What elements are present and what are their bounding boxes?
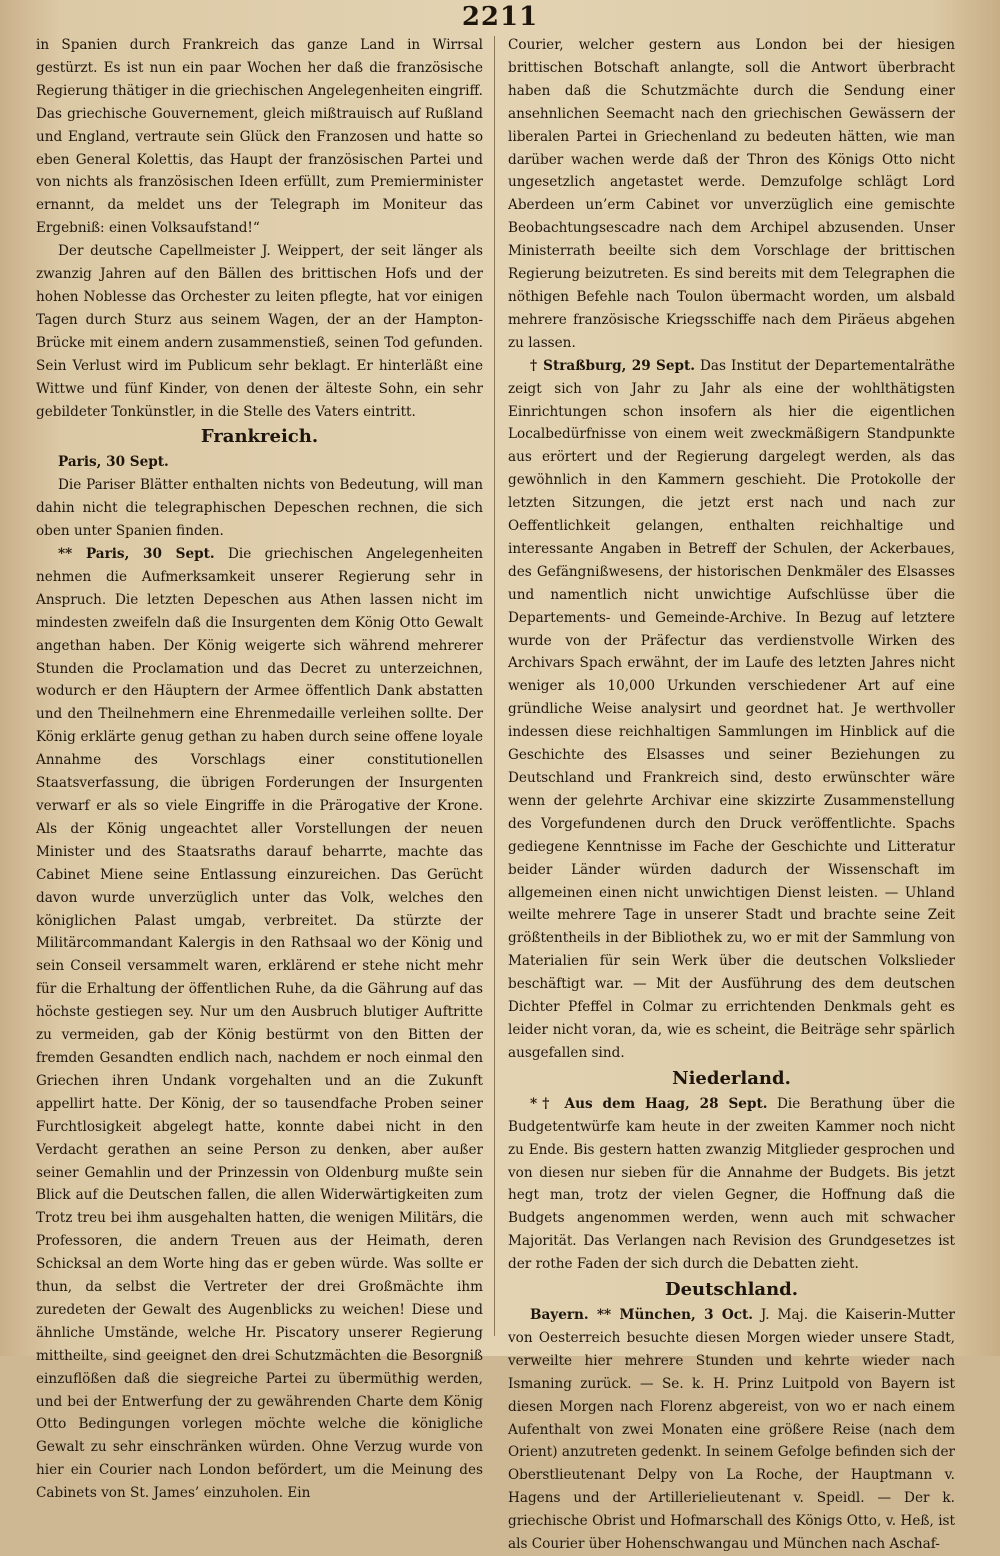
article-strassburg: Das Institut der Departementalräthe zeigt sich von Jahr zu Jahr als eine der wohlthätigsten Einrichtungen schon insofern als hier die eigentlichen Localbedürfnisse von einem weit zweckmäßigern Standpunkte aus erörtert und der Regierung dargelegt werden, als das gewöhnlich in den Kammern geschieht. Die Protokolle der letzten Sitzungen, die jetzt erst nach und nach zur Oeffentlichkeit gelangen, enthalten reichhaltige und interessante Angaben in Betreff der Schulen, der Ackerbaues, des Gefängnißwesens, der historischen Denkmäler des Elsasses und namentlich nicht unwichtige Aufschlüsse über die Departements- und Gemeinde-Archive. In Bezug auf letztere wurde von der Präfectur das verdienstvolle Wirken des Archivars Spach erwähnt, der im Laufe des letzten Jahres nicht weniger als 10,000 Urkunden verschiedener Art auf eine gründliche Weise analysirt und geordnet hat. Je werthvoller indessen diese reichhaltigen Sammlungen im Hinblick auf die Geschichte des Elsasses und seiner Beziehungen zu Deutschland und Frankreich sind, desto erwünschter wäre wenn der gelehrte Archivar eine skizzirte Zusammenstellung des Vorgefundenen durch den Druck veröffentlichte. Spachs gediegene Kenntnisse im Fache der Geschichte und Litteratur beider Länder würden dadurch der Wissenschaft im allgemeinen einen nicht unwichtigen Dienst leisten. — Uhland weilte mehrere Tage in unserer Stadt und brachte seine Zeit größtentheils in der Bibliothek zu, wo er mit der Sammlung von Materialien für sein Werk über die deutschen Volkslieder beschäftigt war. — Mit der Ausführung des dem deutschen Dichter Pfeffel in Colmar zu errichtenden Denkmals geht es leider nicht voran, da, wie es scheint, die Beiträge sehr spärlich ausgefallen sind. — [508, 357, 955, 1061]
section-heading-frankreich: Frankreich. — [200, 426, 319, 448]
article-spanien-continuation: in Spanien durch Frankreich das ganze Land in Wirrsal gestürzt. Es ist nun ein paar Wochen her daß die französische Regierung thätiger in die griechischen Angelegenheiten eingriff. Das griechische Gouvernement, gleich mißtrauisch auf Rußland und England, vertraute sein Glück den Franzosen und hatte so eben General Kolettis, das Haupt der französischen Partei und von nichts als französischen Ideen erfüllt, zum Premierminister ernannt, da meldet uns der Telegraph im Moniteur das Ergebniß: einen Volksaufstand!“ — [36, 37, 483, 237]
dateline-paris-1: Paris, 30 Sept. — [58, 454, 169, 471]
left-column — [36, 34, 483, 1502]
article-paris-1: Die Pariser Blätter enthalten nichts von Bedeutung, will man dahin nicht die telegraphischen Depeschen rechnen, die sich oben unter Spanien finden. — [36, 477, 483, 540]
section-heading-niederland: Niederland. — [672, 1067, 791, 1089]
article-weippert: Der deutsche Capellmeister J. Weippert, der seit länger als zwanzig Jahren auf den Bällen des brittischen Hofs und der hohen Noblesse das Orchester zu leiten pflegte, hat vor einigen Tagen durch Sturz aus seinem Wagen, der an der Hampton-Brücke mit einem andern zusammenstieß, seinen Tod gefunden. Sein Verlust wird im Publicum sehr beklagt. Er hinterläßt eine Wittwe und fünf Kinder, von denen der älteste Sohn, ein sehr gebildeter Tonkünstler, in die Stelle des Vaters eintritt. — [36, 243, 483, 420]
article-muenchen: J. Maj. die Kaiserin-Mutter von Oesterreich besuchte diesen Morgen wieder unsere Stadt, verweilte hier mehrere Stunden und kehrte wieder nach Ismaning zurück. — Se. k. H. Prinz Luitpold von Bayern ist diesen Morgen nach Florenz abgereist, von wo er nach einem Aufenthalt von zwei Monaten eine größere Reise (nach dem Orient) anzutreten gedenkt. In seinem Gefolge befinden sich der Oberstlieutenant Delpy von La Roche, der Hauptmann v. Hagens und der Artillerielieutenant v. Speidl. — Der k. griechische Obrist und Hofmarschall des Königs Otto, v. Heß, ist als Courier über Hohenschwangau und München nach Aschaf- — [508, 1307, 955, 1553]
article-paris-2: Die griechischen Angelegenheiten nehmen die Aufmerksamkeit unserer Regierung sehr in Anspruch. Die letzten Depeschen aus Athen lassen nicht im mindesten zweifeln daß die Insurgenten dem König Otto Gewalt angethan haben. Der König weigerte sich während mehrerer Stunden die Proclamation und das Decret zu unterzeichnen, wodurch er den Häuptern der Armee öffentlich Dank abstatten und den Theilnehmern eine Ehrenmedaille verleihen sollte. Der König erklärte genug gethan zu haben durch seine offene loyale Annahme des Vorschlags einer constitutionellen Staatsverfassung, die übrigen Forderungen der Insurgenten verwarf er als so viele Eingriffe in die Prärogative der Krone. Als der König ungeachtet aller Vorstellungen der neuen Minister und des Staatsraths darauf beharrte, machte das Cabinet Miene seine Entlassung einzureichen. Das Gerücht davon wurde unverzüglich unter das Volk, welches den königlichen Palast umgab, verbreitet. Da stürzte der Militärcommandant Kalergis in den Rathsaal wo der König und sein Conseil versammelt waren, erklärend er stehe nicht mehr für die Erhaltung der öffentlichen Ruhe, da die Gährung auf das höchste gestiegen sey. Nur um den Ausbruch blutiger Auftritte zu vermeiden, gab der König bestürmt von den Bitten der fremden Gesandten endlich nach, nachdem er noch einmal den Griechen ihren Undank vorgehalten und an die Zukunft appellirt hatte. Der König, der so tausendfache Proben seiner Furchtlosigkeit abgelegt hatte, konnte dabei nicht in den Verdacht gerathen an seine Person zu denken, aber außer seiner Gemahlin und der Prinzessin von Oldenburg mußte sein Blick auf die Deutschen fallen, die allen Widerwärtigkeiten zum Trotz treu bei ihm ausgehalten hatten, die wenigen Militärs, die Professoren, die andern Treuen aus der Heimath, deren Schicksal an dem Worte hing das er geben würde. Was sollte er thun, da selbst die Vertreter der drei Großmächte ihm zuredeten der Gewalt des Augenblicks zu weichen! Diese und ähnliche Umstände, welche Hr. Piscatory unserer Regierung mittheilte, sind geeignet den drei Schutzmächten die Besorgniß einzuflößen daß die siegreiche Partei zu übermüthig werden, und bei der Entwerfung der zu gewährenden Charte dem König Otto Bedingungen vorlegen möchte welche die königliche Gewalt zu sehr einschränken würden. Ohne Verzug wurde von hier ein Courier nach London befördert, um die Meinung des Cabinets von St. James’ einzuholen. Ein — [36, 546, 483, 1502]
dateline-paris-2: ** Paris, 30 Sept. — [58, 546, 215, 563]
right-column — [508, 34, 955, 1553]
article-courier-continuation: Courier, welcher gestern aus London bei der hiesigen brittischen Botschaft anlangte, soll die Antwort überbracht haben daß die Schutzmächte durch die Sendung einer ansehnlichen Seemacht nach den griechischen Gewässern der liberalen Partei in Griechenland zu bedeuten hätten, wie man darüber wachen werde daß der Thron des Königs Otto nicht ungesetzlich angetastet werde. Demzufolge schlägt Lord Aberdeen un’erm Cabinet vor unverzüglich eine gemischte Beobachtungsescadre nach dem Archipel abzusenden. Unser Ministerrath beeilte sich dem Vorschlage der brittischen Regierung beizutreten. Es sind bereits mit dem Telegraphen die nöthigen Befehle nach Toulon übermacht worden, um alsbald mehrere französische Kriegsschiffe nach dem Piräeus abgehen zu lassen. — [508, 37, 955, 351]
section-heading-deutschland: Deutschland. — [664, 1279, 799, 1301]
dateline-haag: *† Aus dem Haag, 28 Sept. — [530, 1095, 768, 1112]
dateline-muenchen: Bayern. ** München, 3 Oct. — [530, 1307, 753, 1324]
dateline-strassburg: † Straßburg, 29 Sept. — [530, 357, 696, 374]
page-number: 2211 — [461, 2, 539, 32]
column-divider — [494, 36, 495, 1336]
article-haag: Die Berathung über die Budgetentwürfe kam heute in der zweiten Kammer noch nicht zu Ende. Bis gestern hatten zwanzig Mitglieder gesprochen und von diesen nur sieben für die Annahme der Budgets. Bis jetzt hegt man, trotz der vielen Gegner, die Hoffnung daß die Budgets angenommen werden, wenn auch mit schwacher Majorität. Das Verlangen nach Revision des Grundgesetzes ist der rothe Faden der sich durch die Debatten zieht. — [508, 1095, 955, 1273]
